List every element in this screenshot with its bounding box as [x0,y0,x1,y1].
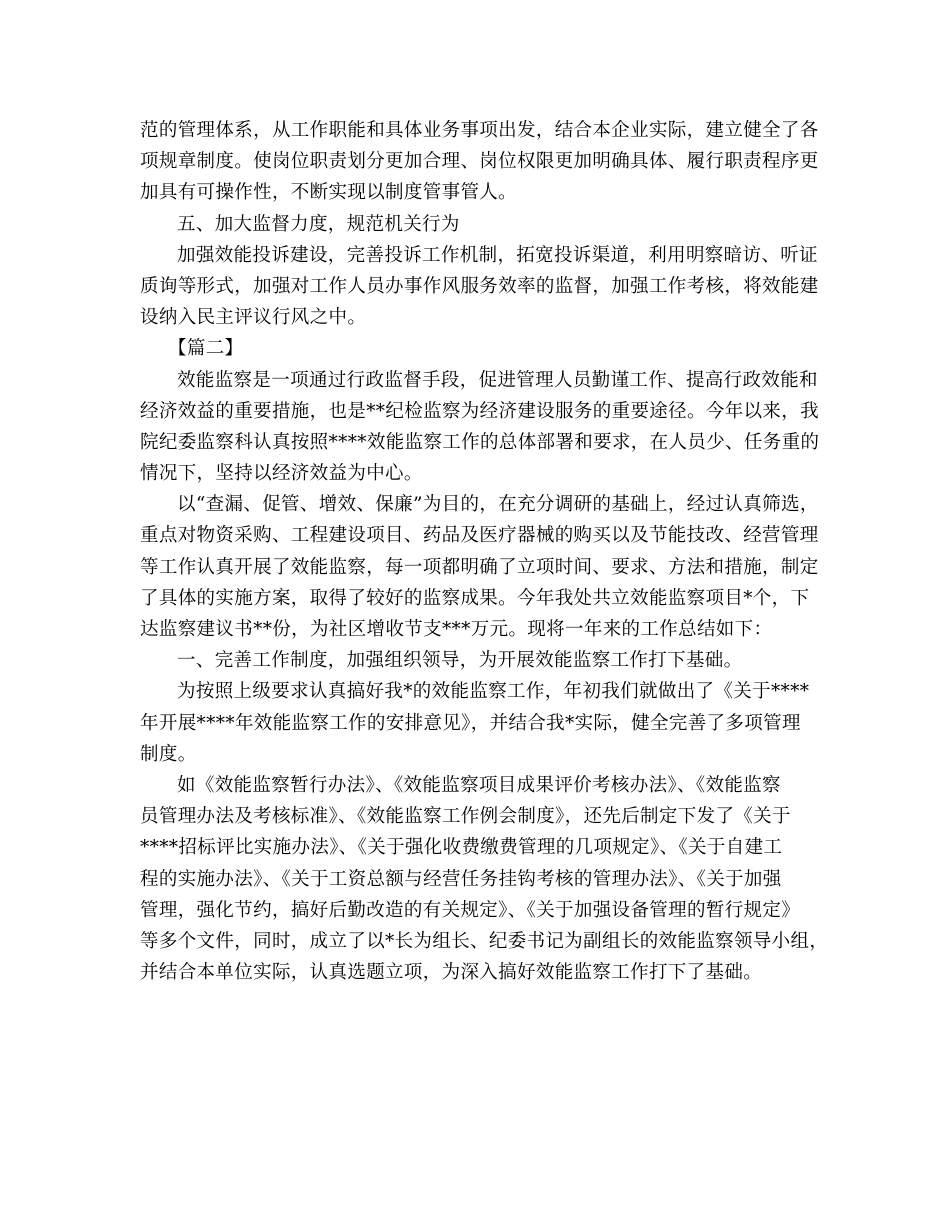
text-line: 质询等形式，加强对工作人员办事作风服务效率的监督，加强工作考核，将效能建 [140,275,819,297]
text-line: 制度。 [140,743,197,765]
text-line: 情况下，坚持以经济效益为中心。 [140,463,423,485]
text-line: 为按照上级要求认真搞好我*的效能监察工作，年初我们就做出了《关于**** [177,681,810,703]
text-line: 达监察建议书**份，为社区增收节支***万元。现将一年来的工作总结如下： [140,619,773,640]
text-line: 加强效能投诉建设，完善投诉工作机制，拓宽投诉渠道，利用明察暗访、听证 [177,244,818,266]
section-heading: 一、完善工作制度，加强组织领导，为开展效能监察工作打下基础。 [177,650,743,672]
text-line: 并结合本单位实际，认真选题立项，为深入搞好效能监察工作打下了基础。 [140,962,763,984]
text-line: 范的管理体系，从工作职能和具体业务事项出发，结合本企业实际，建立健全了各 [140,120,819,141]
text-line: 如《效能监察暂行办法》、《效能监察项目成果评价考核办法》、《效能监察 [177,774,781,796]
text-line: 经济效益的重要措施，也是**纪检监察为经济建设服务的重要途径。今年以来，我 [140,400,819,422]
text-line: 院纪委监察科认真按照****效能监察工作的总体部署和要求，在人员少、任务重的 [140,431,820,453]
part-heading: 【篇二】 [168,338,244,360]
text-line: 效能监察是一项通过行政监督手段，促进管理人员勤谨工作、提高行政效能和 [177,369,818,391]
text-line: 等工作认真开展了效能监察，每一项都明确了立项时间、要求、方法和措施，制定 [140,556,819,578]
text-line: 等多个文件，同时，成立了以*长为组长、纪委书记为副组长的效能监察领导小组， [140,930,829,952]
text-line: 加具有可操作性，不断实现以制度管事管人。 [140,182,518,204]
text-line: 员管理办法及考核标准》、《效能监察工作例会制度》，还先后制定下发了《关于 [140,806,791,828]
section-heading: 五、加大监督力度，规范机关行为 [177,213,460,235]
text-line: 以“查漏、促管、增效、保廉”为目的，在充分调研的基础上，经过认真筛选， [177,494,819,516]
text-line: 年开展****年效能监察工作的安排意见》，并结合我*实际，健全完善了多项管理 [140,712,801,734]
text-line: 程的实施办法》、《关于工资总额与经营任务挂钩考核的管理办法》、《关于加强 [140,868,782,890]
text-line: 项规章制度。使岗位职责划分更加合理、岗位权限更加明确具体、履行职责程序更 [140,151,819,173]
document-body [140,115,829,988]
text-line: 设纳入民主评议行风之中。 [140,307,367,329]
text-line: 管理，强化节约，搞好后勤改造的有关规定》、《关于加强设备管理的暂行规定》 [140,899,801,921]
text-line: 了具体的实施方案，取得了较好的监察成果。今年我处共立效能监察项目*个，下 [140,587,810,609]
text-line: ****招标评比实施办法》、《关于强化收费缴费管理的几项规定》、《关于自建工 [140,837,783,859]
text-line: 重点对物资采购、工程建设项目、药品及医疗器械的购买以及节能技改、经营管理 [140,525,819,547]
